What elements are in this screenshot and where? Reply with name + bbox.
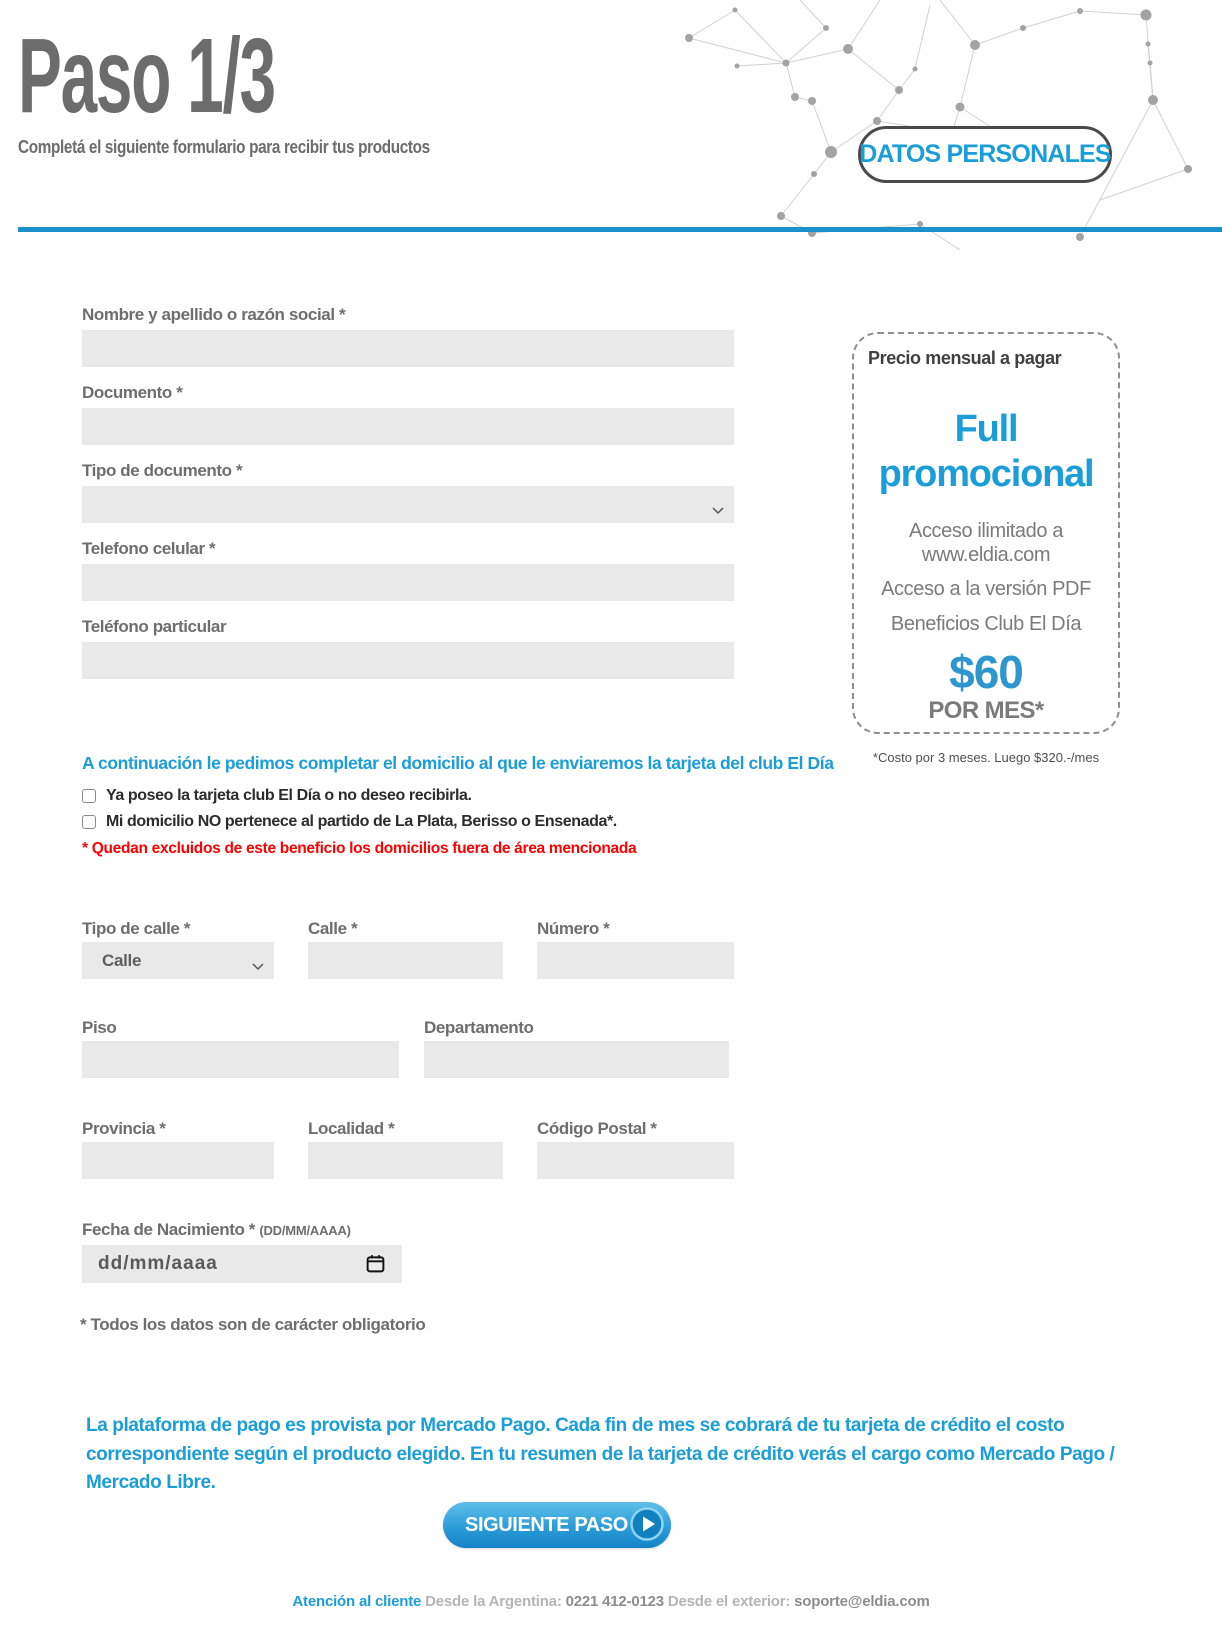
own-card-checkbox-label: Ya poseo la tarjeta club El Día o no deseo recibirla. bbox=[106, 787, 472, 804]
required-note: * Todos los datos son de carácter obligatorio bbox=[80, 1315, 426, 1334]
badge-label: DATOS PERSONALES bbox=[859, 140, 1111, 168]
plan-features bbox=[868, 519, 1104, 637]
number-label: Número * bbox=[537, 919, 610, 938]
document-type-select[interactable] bbox=[82, 486, 734, 523]
personal-data-form bbox=[80, 304, 834, 1335]
floor-row bbox=[82, 1017, 734, 1078]
next-step-button[interactable] bbox=[443, 1502, 671, 1548]
next-step-label: SIGUIENTE PASO bbox=[465, 1513, 628, 1536]
price-footnote: *Costo por 3 meses. Luego $320.-/mes bbox=[872, 750, 1100, 765]
city-label: Localidad * bbox=[308, 1119, 395, 1138]
birthdate-format-hint: (DD/MM/AAAA) bbox=[259, 1223, 351, 1238]
page-footer bbox=[0, 1593, 1222, 1610]
street-cell bbox=[308, 918, 503, 979]
pricing-column bbox=[852, 332, 1120, 765]
own-card-checkbox[interactable] bbox=[82, 789, 96, 803]
from-abroad-label: Desde el exterior: bbox=[667, 1593, 791, 1610]
document-type-field-group bbox=[82, 460, 734, 523]
chevron-down-icon bbox=[712, 500, 724, 520]
province-input[interactable] bbox=[82, 1142, 274, 1179]
page-title: Paso 1/3 bbox=[18, 17, 275, 135]
page-subtitle: Completá el siguiente formulario para recibir tus productos bbox=[18, 136, 430, 157]
price-card-title: Precio mensual a pagar bbox=[868, 348, 1062, 368]
postal-code-input[interactable] bbox=[537, 1142, 734, 1179]
city-input[interactable] bbox=[308, 1142, 503, 1179]
apartment-label: Departamento bbox=[424, 1018, 534, 1037]
birthdate-label: Fecha de Nacimiento * bbox=[82, 1220, 255, 1239]
chevron-down-icon bbox=[252, 956, 264, 976]
document-input[interactable] bbox=[82, 408, 734, 445]
header-divider bbox=[18, 227, 1222, 232]
own-card-checkbox-row bbox=[82, 786, 734, 806]
cellphone-input[interactable] bbox=[82, 564, 734, 601]
plan-feature: Acceso ilimitado a www.eldia.com bbox=[909, 519, 1063, 567]
phone-number: 0221 412-0123 bbox=[565, 1593, 664, 1610]
name-label: Nombre y apellido o razón social * bbox=[82, 305, 346, 324]
province-cell bbox=[82, 1118, 274, 1179]
plan-feature: Acceso a la versión PDF bbox=[881, 578, 1091, 601]
play-icon bbox=[629, 1506, 665, 1545]
price-card bbox=[852, 332, 1120, 734]
birthdate-field-group bbox=[82, 1219, 734, 1283]
name-input[interactable] bbox=[82, 330, 734, 367]
postal-code-cell bbox=[537, 1118, 734, 1179]
home-phone-label: Teléfono particular bbox=[82, 617, 227, 636]
province-label: Provincia * bbox=[82, 1119, 166, 1138]
payment-note: La plataforma de pago es provista por Mercado Pago. Cada fin de mes se cobrará de tu tarjeta de crédito el costo correspondiente según el producto elegido. En tu resumen de la tarjeta de crédito verás el cargo como Mercado Pago / Mercado Libre. bbox=[86, 1415, 1115, 1493]
document-label: Documento * bbox=[82, 383, 183, 402]
address-intro-heading: A continuación le pedimos completar el domicilio al que le enviaremos la tarjeta del club El Día bbox=[82, 753, 834, 773]
street-type-value: Calle bbox=[102, 950, 142, 970]
plan-name: Full promocional bbox=[878, 408, 1094, 495]
document-type-label: Tipo de documento * bbox=[82, 461, 243, 480]
home-phone-input[interactable] bbox=[82, 642, 734, 679]
datos-personales-badge bbox=[858, 126, 1112, 183]
exclusion-note: * Quedan excluidos de este beneficio los domicilios fuera de área mencionada bbox=[82, 840, 637, 857]
number-input[interactable] bbox=[537, 942, 734, 979]
outside-area-checkbox[interactable] bbox=[82, 815, 96, 829]
apartment-cell bbox=[424, 1017, 729, 1078]
home-phone-field-group bbox=[82, 616, 734, 679]
street-type-label: Tipo de calle * bbox=[82, 919, 191, 938]
province-row bbox=[82, 1118, 734, 1179]
street-row bbox=[82, 918, 734, 979]
street-type-cell bbox=[82, 918, 274, 979]
support-email: soporte@eldia.com bbox=[794, 1593, 930, 1610]
postal-code-label: Código Postal * bbox=[537, 1119, 657, 1138]
floor-cell bbox=[82, 1017, 399, 1078]
apartment-input[interactable] bbox=[424, 1041, 729, 1078]
street-type-select[interactable] bbox=[82, 942, 274, 979]
floor-input[interactable] bbox=[82, 1041, 399, 1078]
cellphone-field-group bbox=[82, 538, 734, 601]
calendar-icon[interactable] bbox=[365, 1253, 386, 1279]
document-field-group bbox=[82, 382, 734, 445]
plan-period: POR MES* bbox=[928, 696, 1044, 724]
city-cell bbox=[308, 1118, 503, 1179]
floor-label: Piso bbox=[82, 1018, 117, 1037]
street-label: Calle * bbox=[308, 919, 358, 938]
plan-price: $60 bbox=[949, 646, 1023, 699]
street-input[interactable] bbox=[308, 942, 503, 979]
birthdate-input[interactable] bbox=[82, 1245, 402, 1283]
plan-feature: Beneficios Club El Día bbox=[890, 612, 1082, 635]
name-field-group bbox=[82, 304, 734, 367]
cellphone-label: Telefono celular * bbox=[82, 539, 216, 558]
outside-area-checkbox-row bbox=[82, 812, 734, 832]
outside-area-checkbox-label: Mi domicilio NO pertenece al partido de La Plata, Berisso o Ensenada*. bbox=[106, 813, 617, 830]
from-argentina-label: Desde la Argentina: bbox=[425, 1593, 562, 1610]
number-cell bbox=[537, 918, 734, 979]
support-label: Atención al cliente bbox=[292, 1593, 422, 1610]
